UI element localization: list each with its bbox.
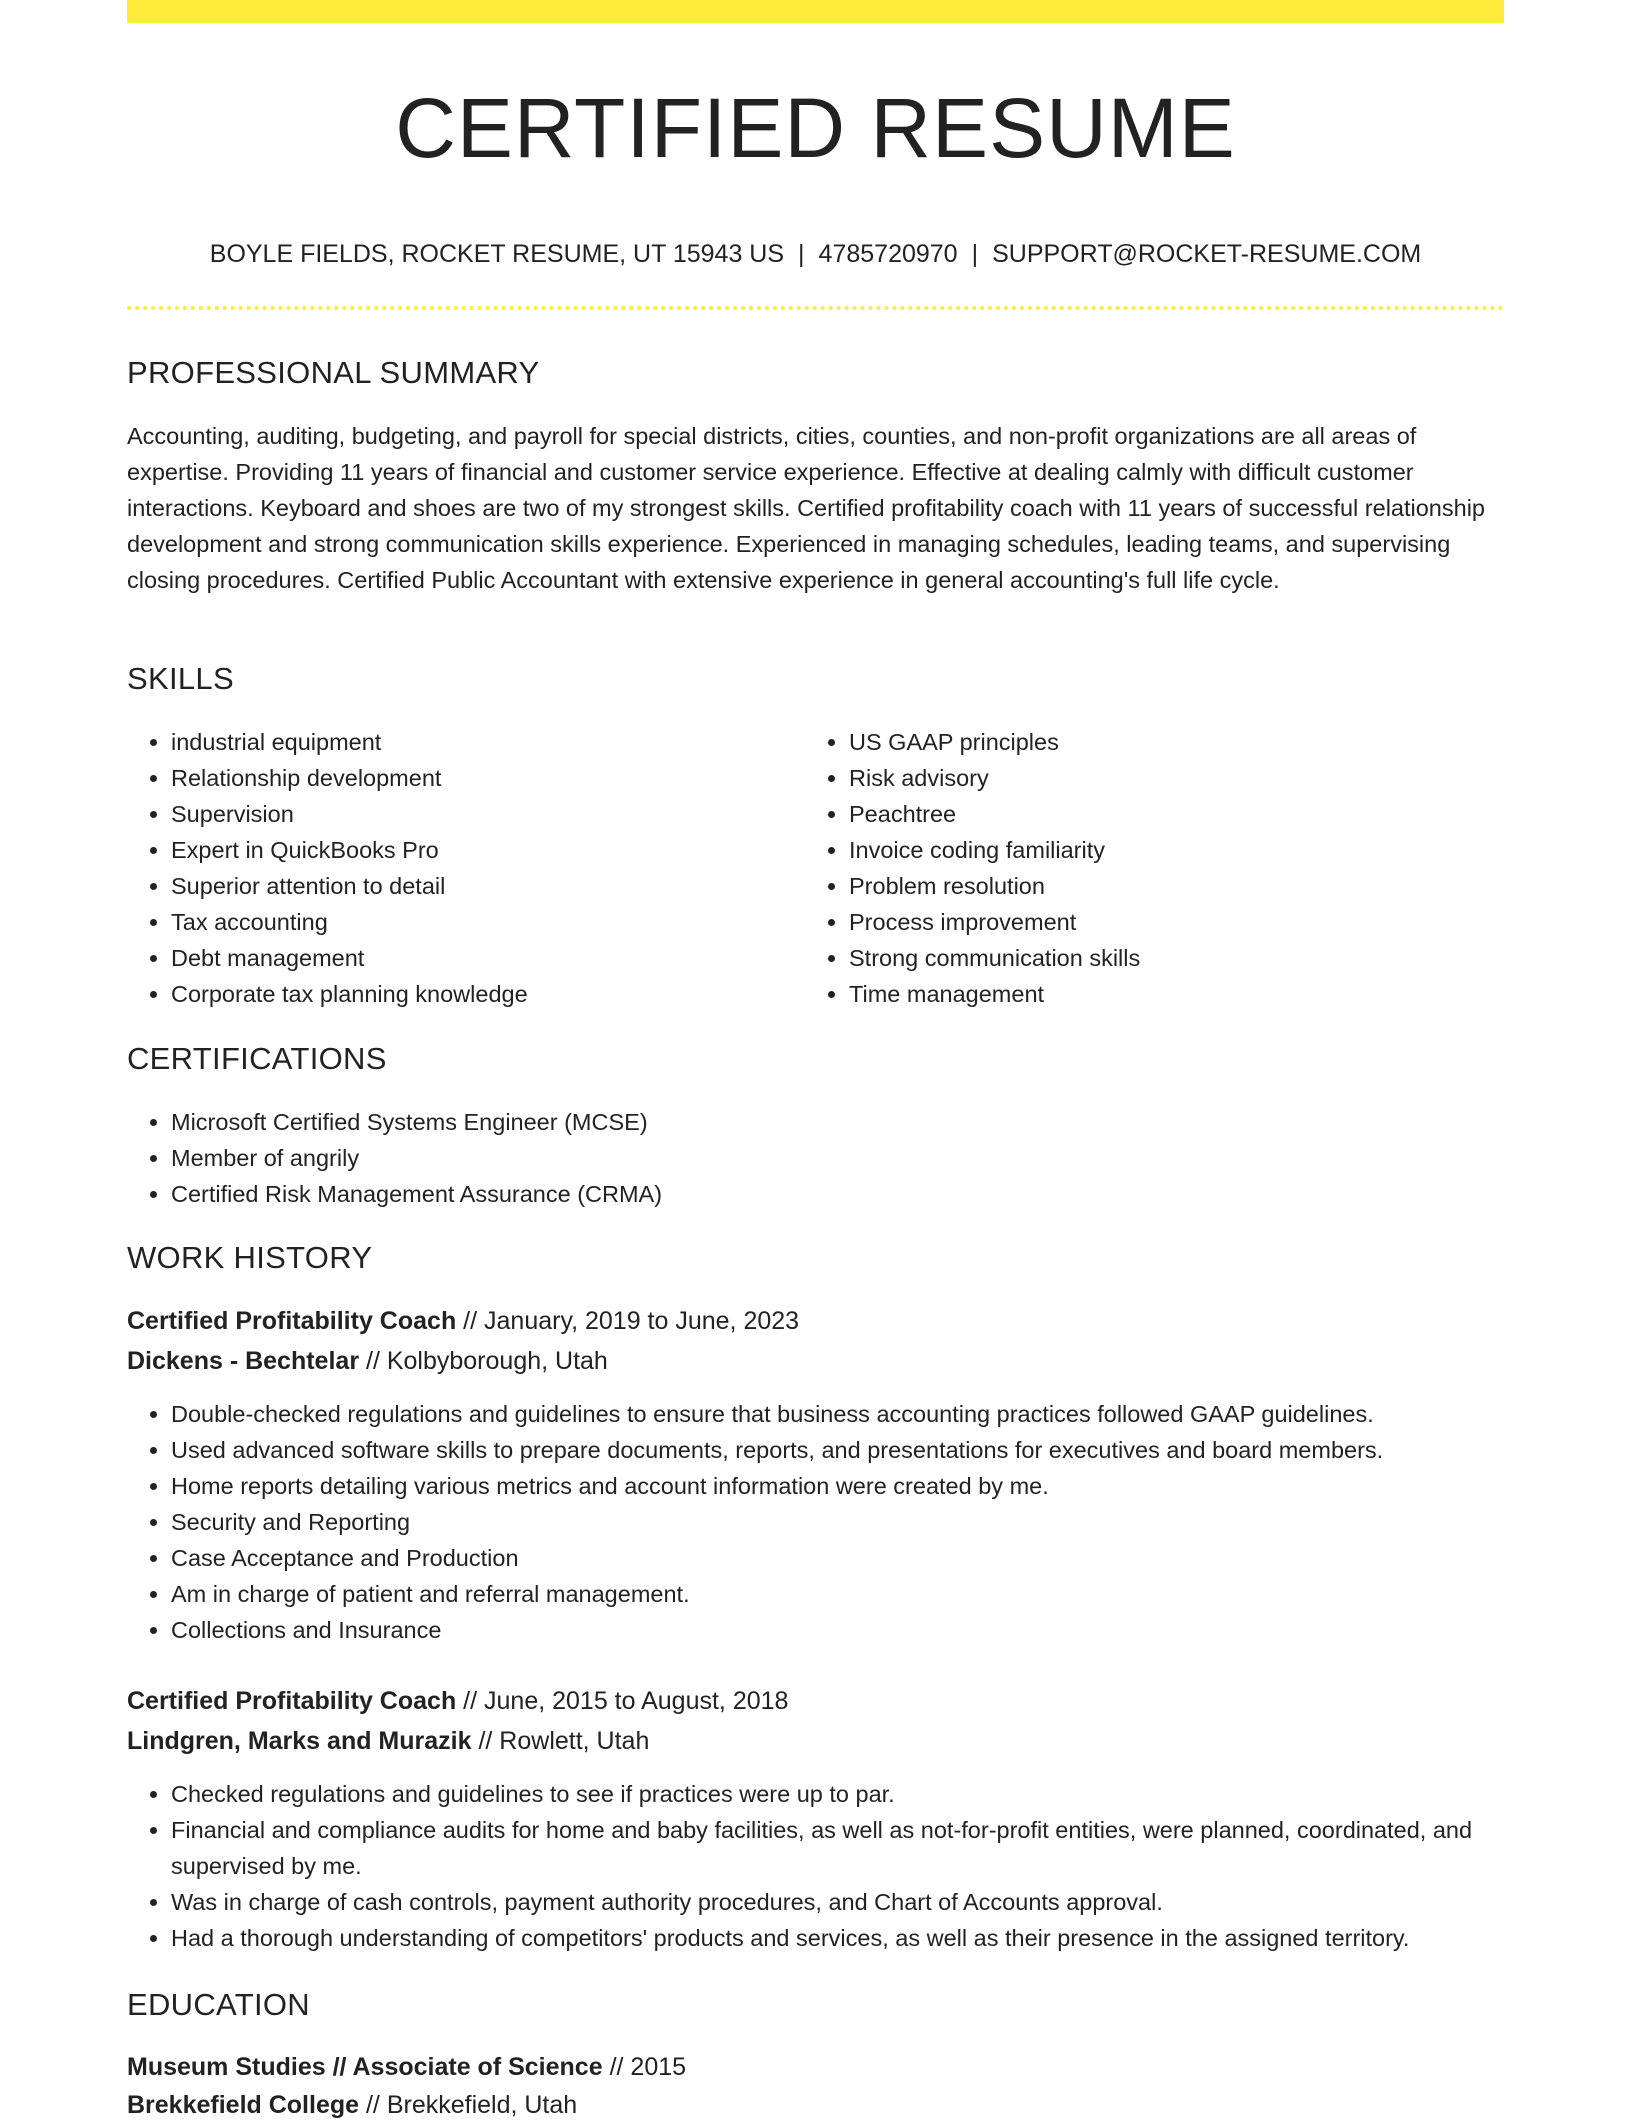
job-location: // Kolbyborough, Utah	[366, 1347, 608, 1375]
skill-item: • Relationship development	[171, 760, 777, 796]
job-dates: // June, 2015 to August, 2018	[463, 1687, 789, 1715]
accent-top-bar	[127, 0, 1504, 23]
skills-heading: SKILLS	[127, 661, 234, 696]
job-bullet: • Collections and Insurance	[171, 1612, 1504, 1648]
job-location: // Rowlett, Utah	[478, 1727, 650, 1755]
job-title-line	[127, 1303, 799, 1339]
contact-phone: 4785720970	[818, 240, 958, 268]
job-bullet: • Security and Reporting	[171, 1504, 1504, 1540]
skill-item: • Strong communication skills	[849, 940, 1455, 976]
job-role: Certified Profitability Coach	[127, 1687, 457, 1715]
skill-item: • Corporate tax planning knowledge	[171, 976, 777, 1012]
education-year: // 2015	[609, 2053, 687, 2081]
work-history-heading: WORK HISTORY	[127, 1240, 373, 1275]
skill-item: • Supervision	[171, 796, 777, 832]
skill-item: • US GAAP principles	[849, 724, 1455, 760]
job-bullet: • Was in charge of cash controls, payment authority procedures, and Chart of Accounts approval.	[171, 1884, 1504, 1920]
skill-item: • Tax accounting	[171, 904, 777, 940]
certifications-heading: CERTIFICATIONS	[127, 1041, 387, 1076]
job-dates: // January, 2019 to June, 2023	[463, 1307, 800, 1335]
certification-item: • Microsoft Certified Systems Engineer (MCSE)	[171, 1104, 1504, 1140]
contact-separator: |	[971, 240, 979, 268]
summary-heading: PROFESSIONAL SUMMARY	[127, 355, 540, 390]
summary-text: Accounting, auditing, budgeting, and payroll for special districts, cities, counties, and non-profit organizations are all areas of expertise. Providing 11 years of financial and customer service experience. Effective at dealing calmly with difficult customer interactions. Keyboard and shoes are two of my strongest skills. Certified profitability coach with 11 years of successful relationship development and strong communication skills experience. Experienced in managing schedules, leading teams, and supervising closing procedures. Certified Public Accountant with extensive experience in general accounting's full life cycle.	[127, 423, 1485, 593]
skill-item: • industrial equipment	[171, 724, 777, 760]
job-bullet: • Double-checked regulations and guidelines to ensure that business accounting practices followed GAAP guidelines.	[171, 1396, 1504, 1432]
job-bullet: • Am in charge of patient and referral management.	[171, 1576, 1504, 1612]
job-role: Certified Profitability Coach	[127, 1307, 457, 1335]
skill-item: • Debt management	[171, 940, 777, 976]
education-school: Brekkefield College	[127, 2091, 360, 2119]
job-title-line	[127, 1683, 788, 1719]
contact-email: SUPPORT@ROCKET-RESUME.COM	[992, 240, 1422, 268]
skill-item: • Superior attention to detail	[171, 868, 777, 904]
certification-item: • Member of angrily	[171, 1140, 1504, 1176]
job-bullet: • Used advanced software skills to prepare documents, reports, and presentations for executives and board members.	[171, 1432, 1504, 1468]
certification-item: • Certified Risk Management Assurance (CRMA)	[171, 1176, 1504, 1212]
contact-address: BOYLE FIELDS, ROCKET RESUME, UT 15943 US	[209, 240, 785, 268]
job-company-line	[127, 1723, 649, 1759]
resume-name: CERTIFIED RESUME	[395, 81, 1236, 175]
job-company: Dickens - Bechtelar	[127, 1347, 360, 1375]
skill-item: • Invoice coding familiarity	[849, 832, 1455, 868]
job-company: Lindgren, Marks and Murazik	[127, 1727, 472, 1755]
job-bullets	[127, 1776, 1504, 1956]
skill-item: • Process improvement	[849, 904, 1455, 940]
skill-item: • Peachtree	[849, 796, 1455, 832]
skill-item: • Problem resolution	[849, 868, 1455, 904]
education-degree: Museum Studies // Associate of Science	[127, 2053, 603, 2081]
job-bullet: • Had a thorough understanding of competitors' products and services, as well as their presence in the assigned territory.	[171, 1920, 1504, 1956]
job-bullet: • Case Acceptance and Production	[171, 1540, 1504, 1576]
job-bullets	[127, 1396, 1504, 1648]
job-company-line	[127, 1343, 608, 1379]
education-location: // Brekkefield, Utah	[365, 2091, 578, 2119]
contact-separator: |	[798, 240, 805, 268]
contact-line	[127, 236, 1504, 272]
job-bullet: • Financial and compliance audits for home and baby facilities, as well as not-for-profit entities, were planned, coordinated, and supervised by me.	[171, 1812, 1504, 1884]
skill-item: • Expert in QuickBooks Pro	[171, 832, 777, 868]
skills-left-column	[127, 724, 777, 1012]
education-degree-line	[127, 2049, 686, 2085]
skills-right-column	[805, 724, 1455, 1012]
certifications-list	[127, 1104, 1504, 1212]
job-bullet: • Home reports detailing various metrics and account information were created by me.	[171, 1468, 1504, 1504]
job-bullet: • Checked regulations and guidelines to see if practices were up to par.	[171, 1776, 1504, 1812]
skill-item: • Time management	[849, 976, 1455, 1012]
education-heading: EDUCATION	[127, 1987, 310, 2022]
education-school-line	[127, 2087, 577, 2123]
dotted-divider	[127, 306, 1504, 310]
skill-item: • Risk advisory	[849, 760, 1455, 796]
